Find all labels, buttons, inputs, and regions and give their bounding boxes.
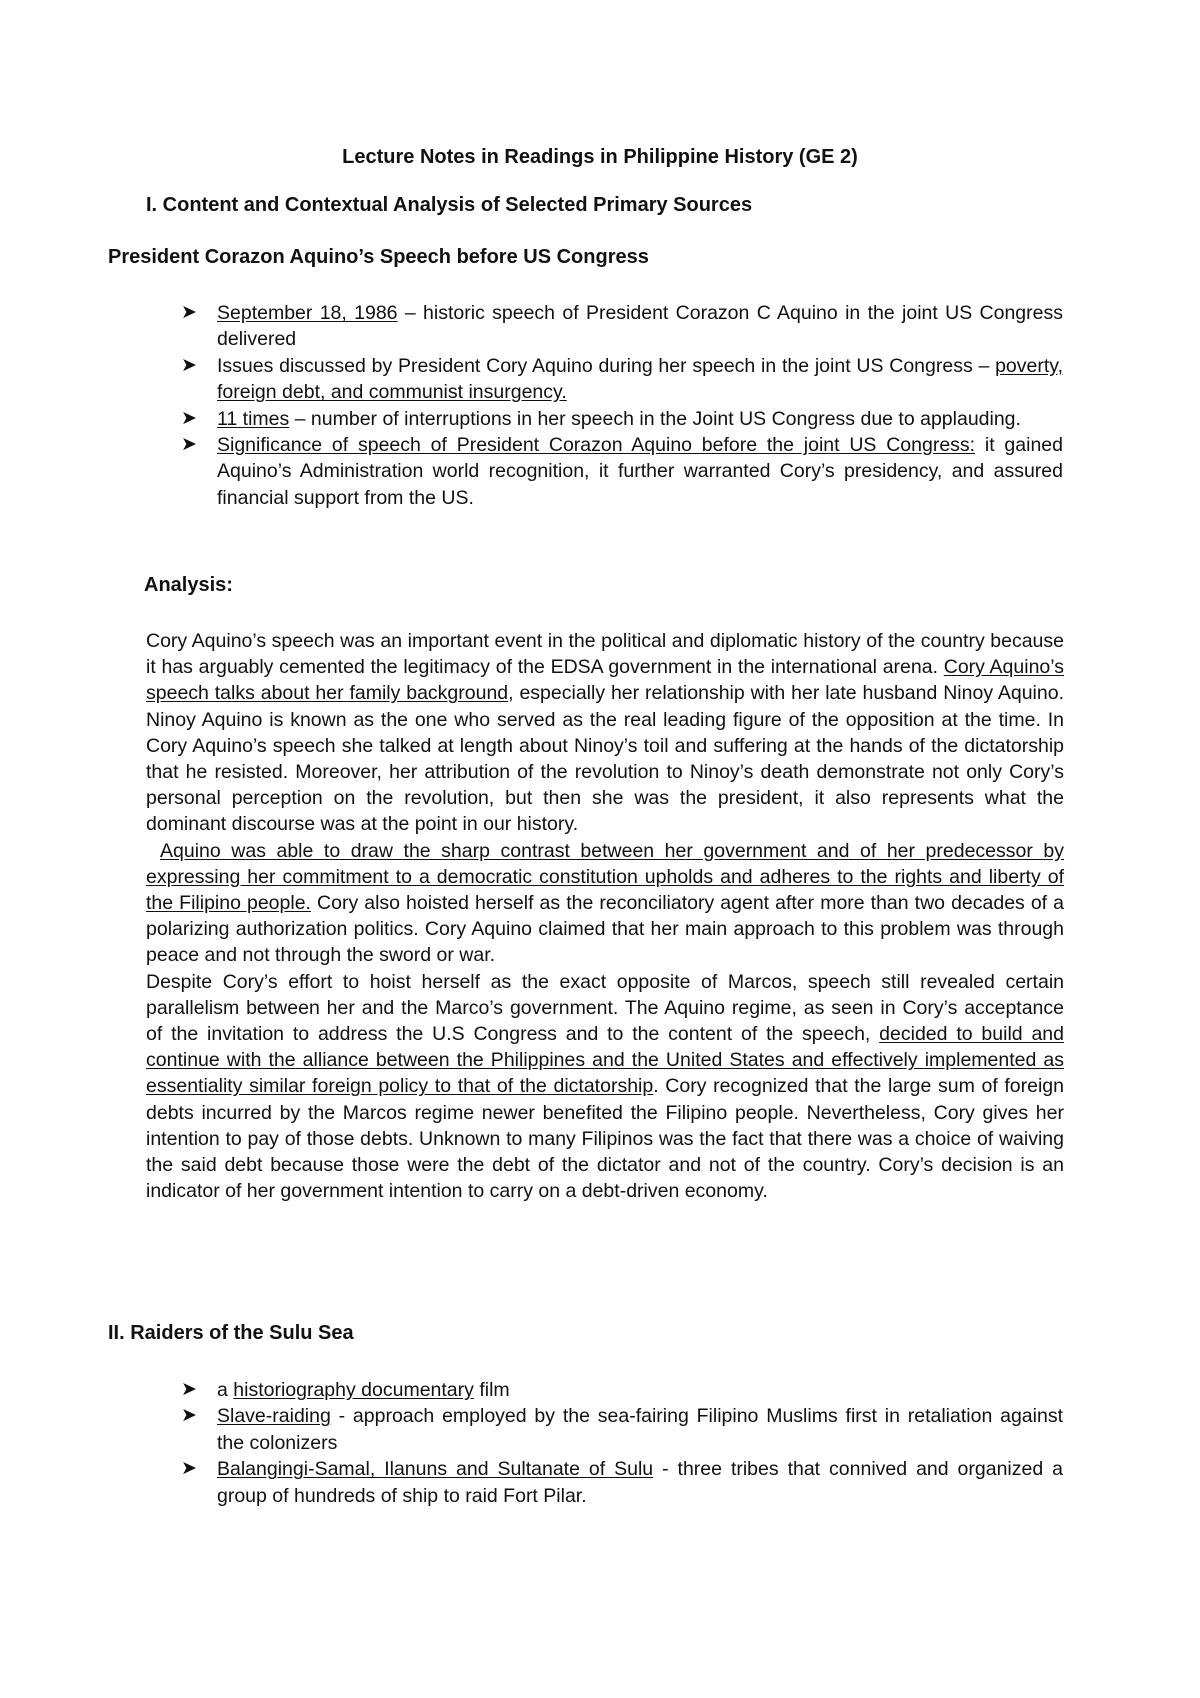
list-item (181, 1403, 1063, 1456)
analysis-body (146, 628, 1064, 1204)
underlined-text: 11 times (217, 407, 290, 430)
section-1-heading: I. Content and Contextual Analysis of Selected Primary Sources (146, 194, 753, 216)
arrow-bullet-icon: ➤ (181, 1379, 197, 1400)
speech-heading: President Corazon Aquino’s Speech before US Congress (108, 246, 649, 268)
underlined-text: Cory Aquino’s speech talks about her family background (146, 656, 1064, 705)
arrow-bullet-icon: ➤ (181, 407, 197, 429)
list-item (181, 300, 1063, 353)
bullet-text: – number of interruptions in her speech in the Joint US Congress due to applauding. (289, 407, 1021, 430)
underlined-text: historiography documentary (233, 1379, 474, 1401)
underlined-text: Balangingi-Samal, Ilanuns and Sultanate of Sulu (217, 1458, 654, 1481)
analysis-paragraph-3 (146, 969, 1064, 1205)
section-2-heading: II. Raiders of the Sulu Sea (108, 1322, 354, 1344)
list-item (181, 353, 1063, 406)
analysis-paragraph-2 (146, 838, 1064, 969)
underlined-text: Slave-raiding (217, 1405, 331, 1428)
paragraph-text: , especially her relationship with her late husband Ninoy Aquino. Ninoy Aquino is known as the one who served as the real leading figure of the opposition at the time. In Cory Aquino’s speech she talked at length about Ninoy’s toil and suffering at the hands of the dictatorship that he resisted. Moreover, her attribution of the revolution to Ninoy’s death demonstrate not only Cory’s personal perception on the revolution, but then she was the president, it also represents what the dominant discourse was at the point in our history. (146, 682, 1064, 836)
arrow-bullet-icon: ➤ (181, 302, 197, 323)
list-item (181, 406, 1063, 432)
analysis-paragraph-1 (146, 628, 1064, 838)
paragraph-text: . Cory recognized that the large sum of foreign debts incurred by the Marcos regime newer benefited the Filipino people. Nevertheless, Cory gives her intention to pay of those debts. Unknown to many Filipinos was the fact that there was a choice of waiving the said debt because those were the debt of the dictator and not of the country. Cory’s decision is an indicator of her government intention to carry on a debt-driven economy. (146, 1075, 1064, 1203)
underlined-text: poverty, foreign debt, and communist insurgency. (217, 354, 1063, 404)
bullet-text: Issues discussed by President Cory Aquino during her speech in the joint US Congress – (217, 354, 996, 377)
speech-bullet-list (181, 300, 1063, 511)
underlined-text: Aquino was able to draw the sharp contrast between her government and of her predecessor by expressing her commitment to a democratic constitution upholds and adheres to the rights and liberty of the Filipino people. (146, 839, 1064, 915)
bullet-text: film (473, 1379, 510, 1401)
arrow-bullet-icon: ➤ (181, 1405, 197, 1427)
bullet-text: - three tribes that connived and organized a group of hundreds of ship to raid Fort Pilar. (217, 1458, 1064, 1507)
document-title: Lecture Notes in Readings in Philippine History (GE 2) (342, 146, 858, 168)
list-item (181, 432, 1063, 511)
arrow-bullet-icon: ➤ (181, 354, 197, 376)
sulu-bullet-list (181, 1377, 1063, 1509)
paragraph-text: Cory Aquino’s speech was an important event in the political and diplomatic history of the country because it has arguably cemented the legitimacy of the EDSA government in the international arena. (146, 630, 1064, 679)
underlined-text: September 18, 1986 (217, 302, 398, 324)
list-item (181, 1377, 1063, 1403)
arrow-bullet-icon: ➤ (181, 434, 197, 456)
paragraph-text: Despite Cory’s effort to hoist herself as the exact opposite of Marcos, speech still revealed certain parallelism between her and the Marco’s government. The Aquino regime, as seen in Cory’s acceptance of the invitation to address the U.S Congress and to the content of the speech, (146, 970, 1064, 1046)
bullet-text: - approach employed by the sea-fairing Filipino Muslims first in retaliation against the colonizers (217, 1405, 1063, 1454)
bullet-text: – historic speech of President Corazon C Aquino in the joint US Congress delivered (217, 302, 1063, 351)
list-item (181, 1456, 1063, 1509)
underlined-text: decided to build and continue with the alliance between the Philippines and the United States and effectively implemented as essentiality similar foreign policy to that of the dictatorship (146, 1023, 1064, 1098)
bullet-text: it gained Aquino’s Administration world recognition, it further warranted Cory’s presidency, and assured financial support from the US. (217, 434, 1063, 509)
bullet-text: a (217, 1379, 234, 1401)
paragraph-text: Cory also hoisted herself as the reconciliatory agent after more than two decades of a polarizing authorization politics. Cory Aquino claimed that her main approach to this problem was through peace and not through the sword or war. (146, 892, 1064, 967)
arrow-bullet-icon: ➤ (181, 1458, 197, 1480)
analysis-heading: Analysis: (144, 574, 233, 596)
underlined-text: Significance of speech of President Corazon Aquino before the joint US Congress: (217, 434, 976, 457)
